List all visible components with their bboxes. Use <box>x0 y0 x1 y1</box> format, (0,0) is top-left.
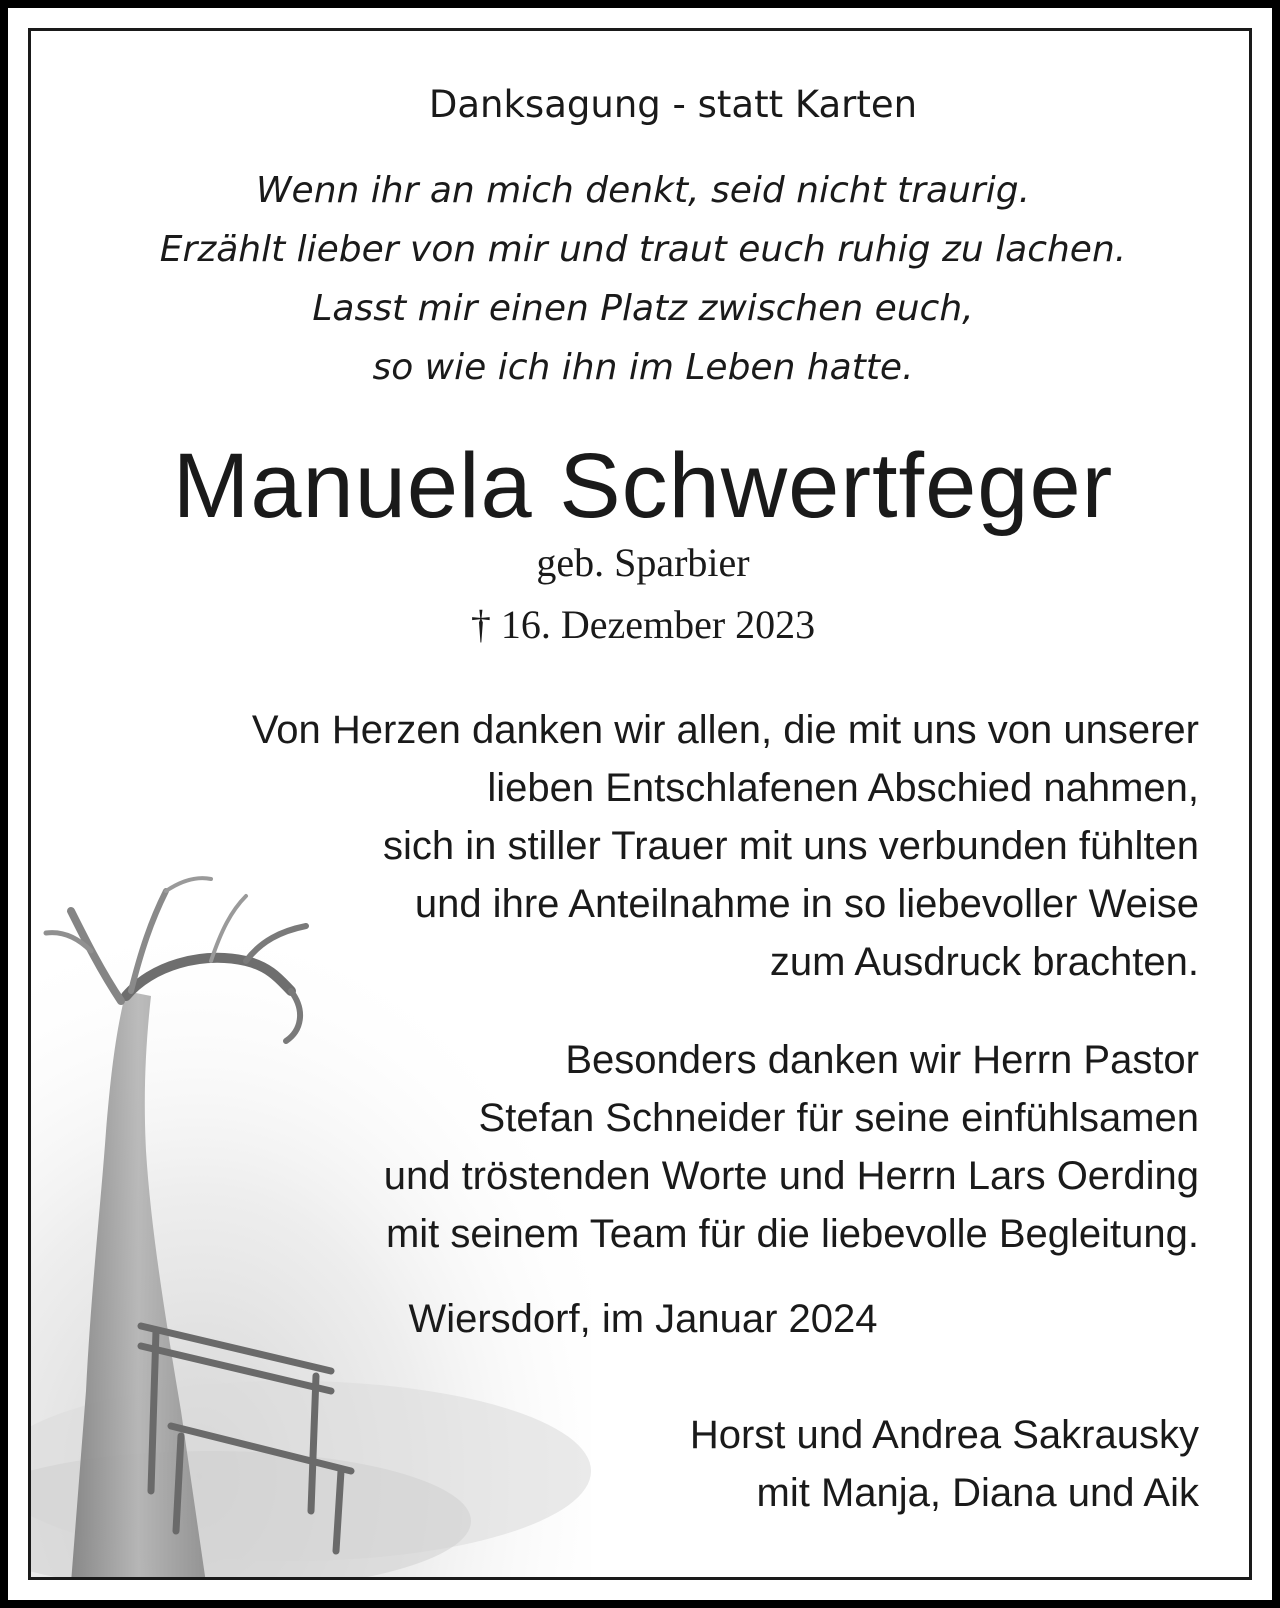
thanks-line: und ihre Anteilnahme in so liebevoller Weise <box>414 882 1199 926</box>
poem-line: Erzählt lieber von mir und traut euch ruhig zu lachen. <box>159 229 1127 270</box>
born-name: geb. Sparbier <box>536 540 750 585</box>
poem-line: so wie ich ihn im Leben hatte. <box>372 347 914 388</box>
special-thanks-line: und tröstenden Worte und Herrn Lars Oerding <box>383 1154 1199 1198</box>
family-line: mit Manja, Diana und Aik <box>756 1471 1199 1515</box>
thanks-line: sich in stiller Trauer mit uns verbunden fühlten <box>383 824 1199 868</box>
family-signature <box>690 1406 1199 1522</box>
special-thanks-line: Stefan Schneider für seine einfühlsamen <box>478 1096 1199 1140</box>
thanks-line: zum Ausdruck brachten. <box>769 940 1199 984</box>
place-date: Wiersdorf, im Januar 2024 <box>408 1297 878 1341</box>
thanks-line: Von Herzen danken wir allen, die mit uns von unserer <box>251 708 1199 752</box>
notice-heading: Danksagung - statt Karten <box>428 83 918 126</box>
thanks-text <box>252 701 1199 991</box>
death-date: † 16. Dezember 2023 <box>470 602 816 647</box>
thanks-line: lieben Entschlafenen Abschied nahmen, <box>487 766 1199 810</box>
poem-line: Lasst mir einen Platz zwischen euch, <box>312 288 974 329</box>
poem <box>31 161 1252 397</box>
special-thanks-line: Besonders danken wir Herrn Pastor <box>565 1038 1199 1082</box>
poem-line: Wenn ihr an mich denkt, seid nicht traurig. <box>255 170 1031 211</box>
notice-frame <box>28 28 1252 1580</box>
obituary-card <box>8 8 1272 1600</box>
special-thanks-text <box>384 1031 1199 1263</box>
special-thanks-line: mit seinem Team für die liebevolle Begleitung. <box>385 1212 1199 1256</box>
family-line: Horst und Andrea Sakrausky <box>689 1413 1199 1457</box>
deceased-name: Manuela Schwertfeger <box>172 435 1114 537</box>
